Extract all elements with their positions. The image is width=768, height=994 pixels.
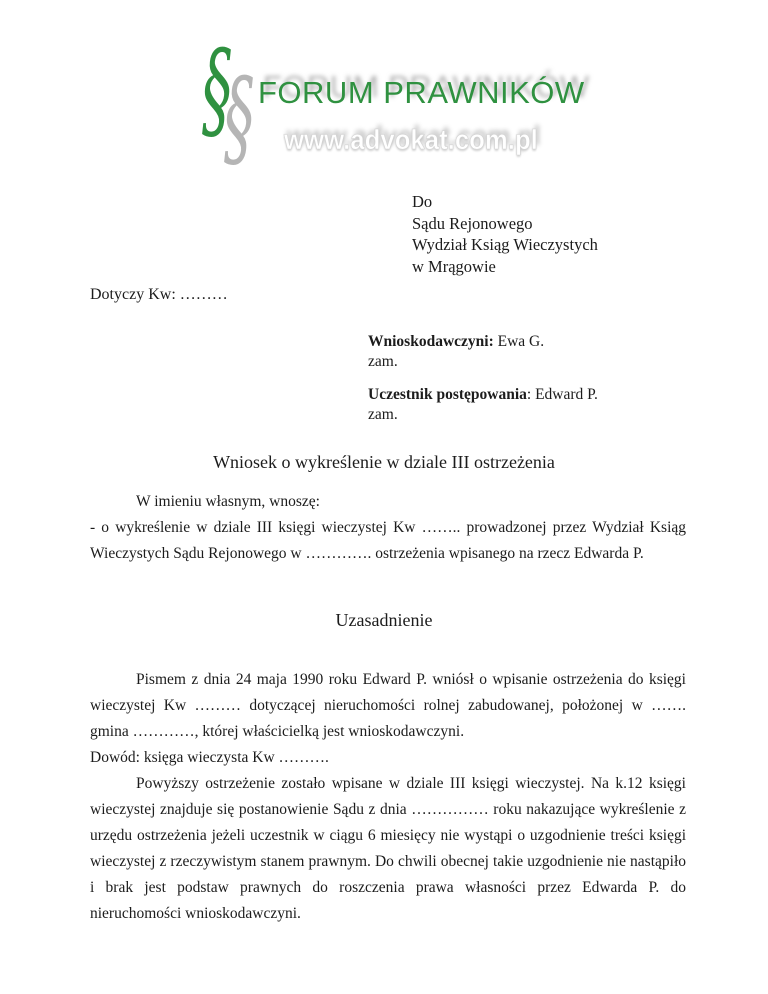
justification-body [90, 667, 686, 927]
party-applicant-line [368, 332, 598, 352]
party-participant-residence: zam. [368, 405, 398, 423]
justification-paragraph-1: Pismem z dnia 24 maja 1990 roku Edward P. wniósł o wpisanie ostrzeżenia do księgi wieczystej Kw ……… dotyczącej nieruchomości rolnej zabudowanej, położonej w ……. gmina …………, której właścicielką jest wnioskodawczyni. [90, 671, 686, 740]
justification-paragraph-2: Powyższy ostrzeżenie zostało wpisane w dziale III księgi wieczystej. Na k.12 księgi wieczystej znajduje się postanowienie Sądu z dnia …………… roku nakazujące wykreślenie z urzędu ostrzeżenia jeżeli uczestnik w ciągu 6 miesięcy nie wystąpi o uzgodnienie treści księgi wieczystej z rzeczywistym stanem prawnym. Do chwili obecnej takie uzgodnienie nie nastąpiło i brak jest podstaw prawnych do roszczenia prawa własności przez Edwarda P. do nieruchomości wnioskodawczyni. [90, 775, 686, 922]
evidence-line: Dowód: księga wieczysta Kw ………. [90, 749, 329, 766]
logo-title: FORUM PRAWNIKÓW [258, 75, 585, 110]
case-reference-line: Dotyczy Kw: ……… [90, 286, 228, 303]
recipient-line-do: Do [412, 192, 433, 211]
party-applicant [368, 332, 598, 371]
recipient-line-court: Sądu Rejonowego [412, 213, 533, 233]
petition-block [90, 489, 686, 567]
party-participant-label: Uczestnik postępowania [368, 386, 527, 403]
party-participant-separator: : [526, 386, 536, 403]
petition-intro: W imieniu własnym, wnoszę: [136, 493, 320, 510]
paragraph-sign-gray-icon: § [224, 54, 254, 181]
recipient-address-block [412, 191, 598, 277]
logo-website-url: www.advokat.com.pl [284, 124, 538, 155]
party-applicant-name: Ewa G. [497, 333, 545, 350]
forum-prawnikow-logo [192, 26, 592, 181]
paragraph-sign-green-icon: § [202, 26, 232, 153]
party-participant [368, 385, 598, 424]
party-applicant-residence: zam. [368, 352, 398, 370]
parties-block [368, 332, 598, 424]
party-participant-name: Edward P. [535, 386, 598, 403]
recipient-line-city: w Mrągowie [412, 256, 496, 276]
recipient-line-department: Wydział Ksiąg Wieczystych [412, 235, 598, 255]
document-title: Wniosek o wykreślenie w dziale III ostrzeżenia [213, 452, 555, 472]
party-applicant-label: Wnioskodawczyni: [368, 333, 494, 350]
justification-heading: Uzasadnienie [335, 610, 433, 630]
party-participant-line [368, 385, 598, 405]
petition-request: - o wykreślenie w dziale III księgi wieczystej Kw …….. prowadzonej przez Wydział Ksiąg Wieczystych Sądu Rejonowego w …………. ostrzeżenia wpisanego na rzecz Edwarda P. [90, 519, 686, 562]
